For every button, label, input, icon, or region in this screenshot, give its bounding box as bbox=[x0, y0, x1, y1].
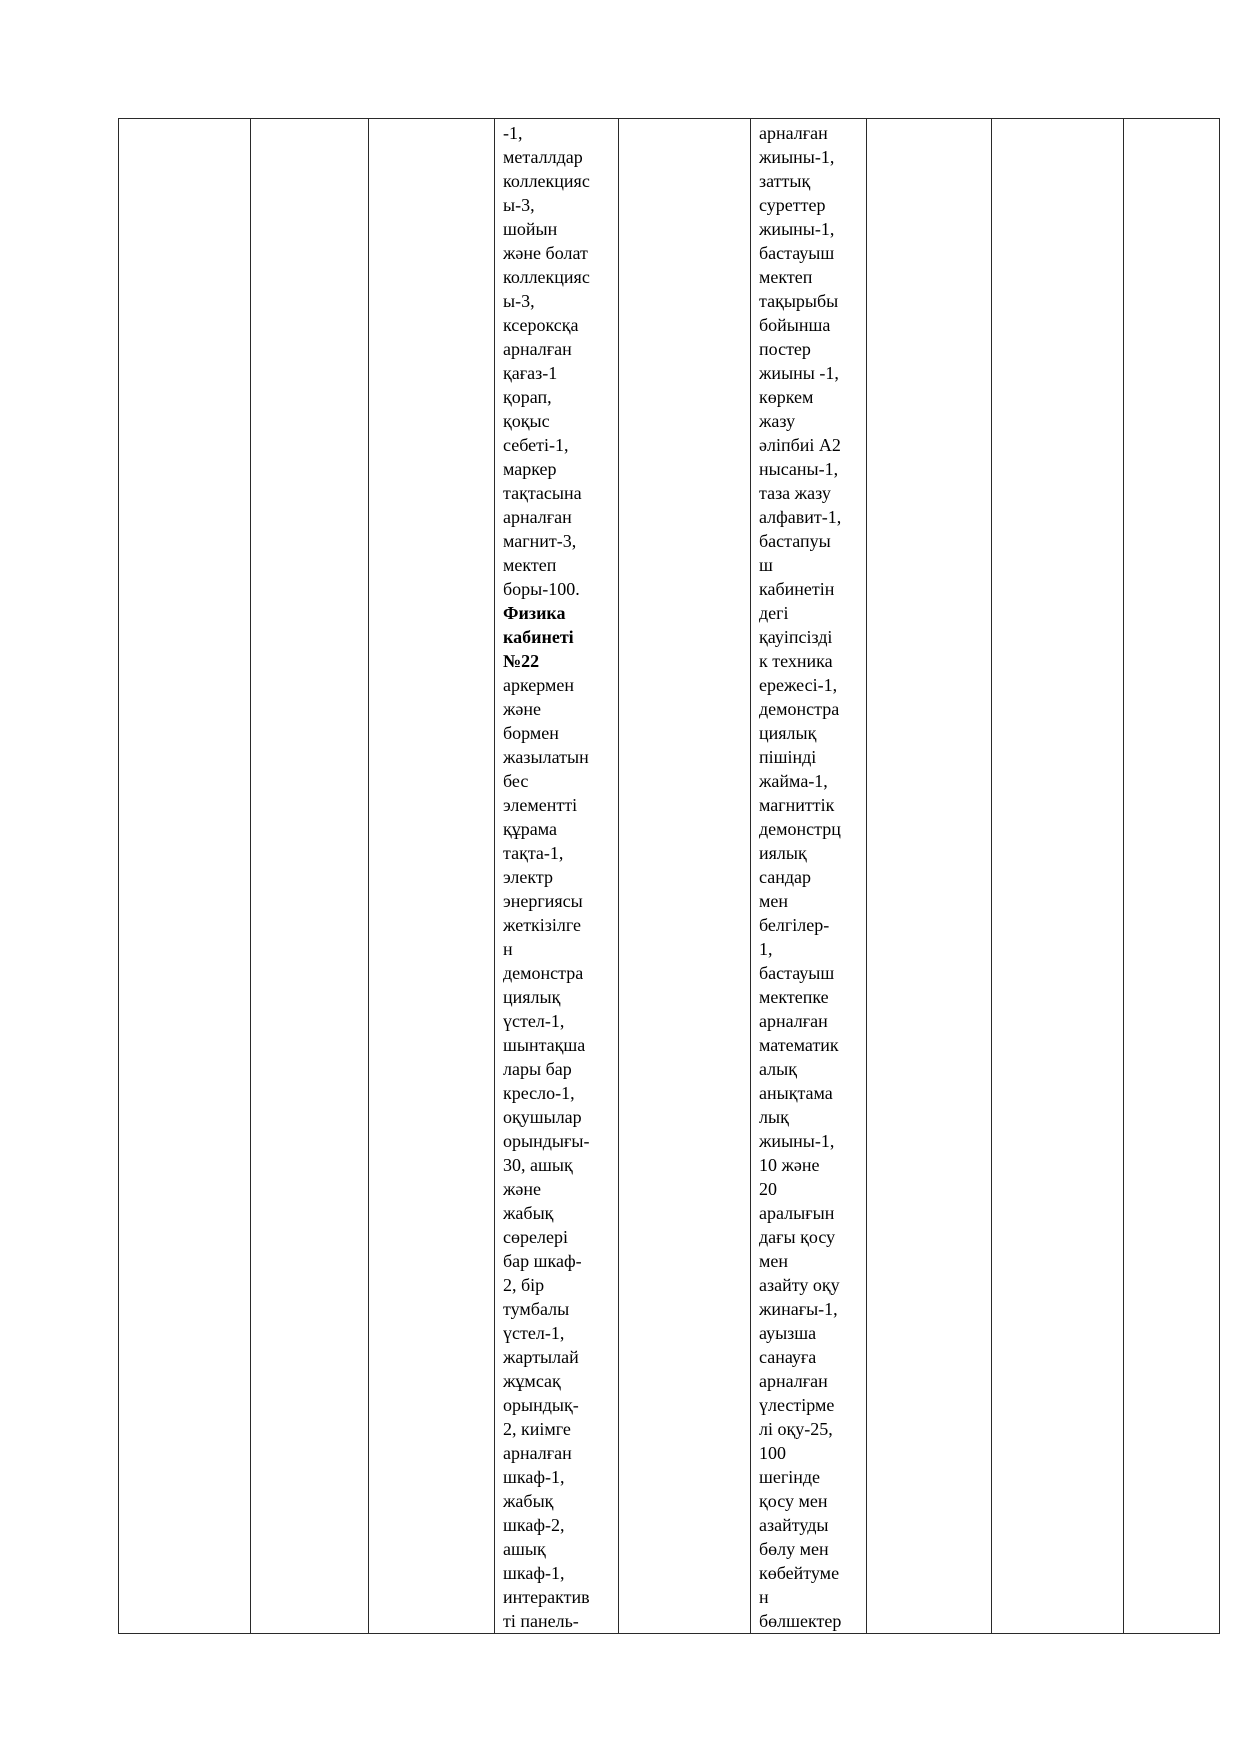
text-line: аралығын bbox=[759, 1203, 835, 1223]
text-line: демонстрц bbox=[759, 819, 841, 839]
text-line: шегінде bbox=[759, 1467, 821, 1487]
text-line: магниттік bbox=[759, 795, 835, 815]
table-cell-col9 bbox=[1124, 119, 1220, 1634]
text-line: 2, киімге bbox=[503, 1419, 571, 1439]
text-line: жиыны-1, bbox=[759, 219, 835, 239]
table-cell-col4 bbox=[495, 119, 619, 1634]
text-line: 1, bbox=[759, 939, 773, 959]
text-line: лі оқу-25, bbox=[759, 1419, 833, 1439]
text-line: және bbox=[503, 699, 542, 719]
text-line: тумбалы bbox=[503, 1299, 570, 1319]
text-line: демонстра bbox=[759, 699, 840, 719]
text-line: шойын bbox=[503, 219, 558, 239]
text-line: орындығы- bbox=[503, 1131, 590, 1151]
text-line: суреттер bbox=[759, 195, 826, 215]
text-line: арналған bbox=[503, 507, 572, 527]
text-line: жиыны-1, bbox=[759, 147, 835, 167]
text-line: себеті-1, bbox=[503, 435, 569, 455]
text-line: үстел-1, bbox=[503, 1011, 565, 1031]
text-line: коллекцияс bbox=[503, 267, 590, 287]
section-heading-line: Физика bbox=[503, 603, 566, 623]
text-line: коллекцияс bbox=[503, 171, 590, 191]
text-line: мектеп bbox=[759, 267, 813, 287]
text-line: көбейтуме bbox=[759, 1563, 840, 1583]
text-line: н bbox=[759, 1587, 769, 1607]
text-line: арналған bbox=[759, 1371, 828, 1391]
section-heading-line: №22 bbox=[503, 651, 540, 671]
text-line: арналған bbox=[503, 1443, 572, 1463]
text-line: боры-100. bbox=[503, 579, 580, 599]
text-line: анықтама bbox=[759, 1083, 833, 1103]
text-line: лары бар bbox=[503, 1059, 572, 1079]
text-line: сөрелері bbox=[503, 1227, 568, 1247]
text-line: қорап, bbox=[503, 387, 552, 407]
text-line: жазылатын bbox=[503, 747, 589, 767]
text-line: -1, bbox=[503, 123, 523, 143]
text-line: мен bbox=[759, 891, 789, 911]
text-line: азайтуды bbox=[759, 1515, 829, 1535]
text-line: энергиясы bbox=[503, 891, 583, 911]
text-line: және bbox=[503, 1179, 542, 1199]
text-line: бар шкаф- bbox=[503, 1251, 582, 1271]
text-line: жиыны -1, bbox=[759, 363, 839, 383]
text-line: орындық- bbox=[503, 1395, 579, 1415]
text-line: және болат bbox=[503, 243, 588, 263]
text-line: үлестірме bbox=[759, 1395, 835, 1415]
table-cell-col6 bbox=[751, 119, 867, 1634]
text-line: ы-3, bbox=[503, 291, 535, 311]
text-line: шкаф-1, bbox=[503, 1467, 565, 1487]
text-line: жұмсақ bbox=[503, 1371, 561, 1391]
text-line: бастауыш bbox=[759, 963, 835, 983]
text-line: мен bbox=[759, 1251, 789, 1271]
text-line: циялық bbox=[503, 987, 561, 1007]
text-line: ксероксқа bbox=[503, 315, 579, 335]
text-line: 30, ашық bbox=[503, 1155, 573, 1175]
text-line: шкаф-1, bbox=[503, 1563, 565, 1583]
text-line: шкаф-2, bbox=[503, 1515, 565, 1535]
text-line: нысаны-1, bbox=[759, 459, 839, 479]
text-line: ашық bbox=[503, 1539, 546, 1559]
text-line: 100 bbox=[759, 1443, 786, 1463]
text-line: ы-3, bbox=[503, 195, 535, 215]
text-line: қоқыс bbox=[503, 411, 550, 431]
text-line: бастауыш bbox=[759, 243, 835, 263]
text-line: бормен bbox=[503, 723, 559, 743]
table-cell-col8 bbox=[992, 119, 1124, 1634]
text-line: магнит-3, bbox=[503, 531, 577, 551]
text-line: маркер bbox=[503, 459, 557, 479]
table-cell-col1 bbox=[119, 119, 251, 1634]
table-cell-col7 bbox=[867, 119, 992, 1634]
text-line: циялық bbox=[759, 723, 817, 743]
text-line: қағаз-1 bbox=[503, 363, 558, 383]
text-line: аркермен bbox=[503, 675, 575, 695]
text-line: бес bbox=[503, 771, 529, 791]
text-line: оқушылар bbox=[503, 1107, 582, 1127]
text-line: заттық bbox=[759, 171, 811, 191]
text-line: таза жазу bbox=[759, 483, 831, 503]
text-line: к техника bbox=[759, 651, 833, 671]
text-line: белгілер- bbox=[759, 915, 830, 935]
text-line: н bbox=[503, 939, 513, 959]
table-cell-col5 bbox=[619, 119, 751, 1634]
text-line: көркем bbox=[759, 387, 814, 407]
text-line: кресло-1, bbox=[503, 1083, 575, 1103]
text-line: ережесі-1, bbox=[759, 675, 838, 695]
text-line: 2, бір bbox=[503, 1275, 545, 1295]
text-line: электр bbox=[503, 867, 553, 887]
text-line: жабық bbox=[503, 1203, 554, 1223]
text-line: тақта-1, bbox=[503, 843, 564, 863]
text-line: жиыны-1, bbox=[759, 1131, 835, 1151]
text-line: әліпбиі А2 bbox=[759, 435, 841, 455]
text-line: бөлу мен bbox=[759, 1539, 829, 1559]
text-line: жартылай bbox=[503, 1347, 579, 1367]
text-line: металлдар bbox=[503, 147, 583, 167]
text-line: жайма-1, bbox=[759, 771, 828, 791]
text-line: бөлшектер bbox=[759, 1611, 842, 1631]
table-cell-col2 bbox=[251, 119, 369, 1634]
table-row bbox=[119, 119, 1220, 1634]
text-line: 20 bbox=[759, 1179, 777, 1199]
text-line: жабық bbox=[503, 1491, 554, 1511]
text-line: дегі bbox=[759, 603, 789, 623]
text-line: дағы қосу bbox=[759, 1227, 836, 1247]
text-line: қауіпсізді bbox=[759, 627, 833, 647]
text-line: сандар bbox=[759, 867, 811, 887]
text-line: алық bbox=[759, 1059, 797, 1079]
text-line: құрама bbox=[503, 819, 557, 839]
equipment-list-col6 bbox=[751, 119, 866, 1633]
text-line: қосу мен bbox=[759, 1491, 828, 1511]
equipment-table bbox=[118, 118, 1220, 1634]
text-line: тақырыбы bbox=[759, 291, 839, 311]
text-line: кабинетін bbox=[759, 579, 835, 599]
text-line: арналған bbox=[759, 123, 828, 143]
text-line: арналған bbox=[759, 1011, 828, 1031]
text-line: мектепке bbox=[759, 987, 829, 1007]
text-line: жинағы-1, bbox=[759, 1299, 838, 1319]
text-line: шынтақша bbox=[503, 1035, 586, 1055]
text-line: санауға bbox=[759, 1347, 817, 1367]
text-line: тақтасына bbox=[503, 483, 582, 503]
text-line: математик bbox=[759, 1035, 839, 1055]
text-line: элементті bbox=[503, 795, 578, 815]
text-line: ті панель- bbox=[503, 1611, 579, 1631]
text-line: лық bbox=[759, 1107, 789, 1127]
text-line: иялық bbox=[759, 843, 807, 863]
text-line: бойынша bbox=[759, 315, 831, 335]
text-line: арналған bbox=[503, 339, 572, 359]
text-line: алфавит-1, bbox=[759, 507, 842, 527]
text-line: ш bbox=[759, 555, 773, 575]
table-cell-col3 bbox=[369, 119, 495, 1634]
text-line: жазу bbox=[759, 411, 796, 431]
text-line: бастапуы bbox=[759, 531, 831, 551]
section-heading-line: кабинеті bbox=[503, 627, 574, 647]
text-line: пішінді bbox=[759, 747, 817, 767]
text-line: 10 және bbox=[759, 1155, 820, 1175]
text-line: ауызша bbox=[759, 1323, 817, 1343]
equipment-list-col4 bbox=[495, 119, 618, 1633]
text-line: азайту оқу bbox=[759, 1275, 840, 1295]
text-line: үстел-1, bbox=[503, 1323, 565, 1343]
text-line: жеткізілге bbox=[503, 915, 582, 935]
text-line: демонстра bbox=[503, 963, 584, 983]
text-line: мектеп bbox=[503, 555, 557, 575]
text-line: интерактив bbox=[503, 1587, 590, 1607]
text-line: постер bbox=[759, 339, 811, 359]
